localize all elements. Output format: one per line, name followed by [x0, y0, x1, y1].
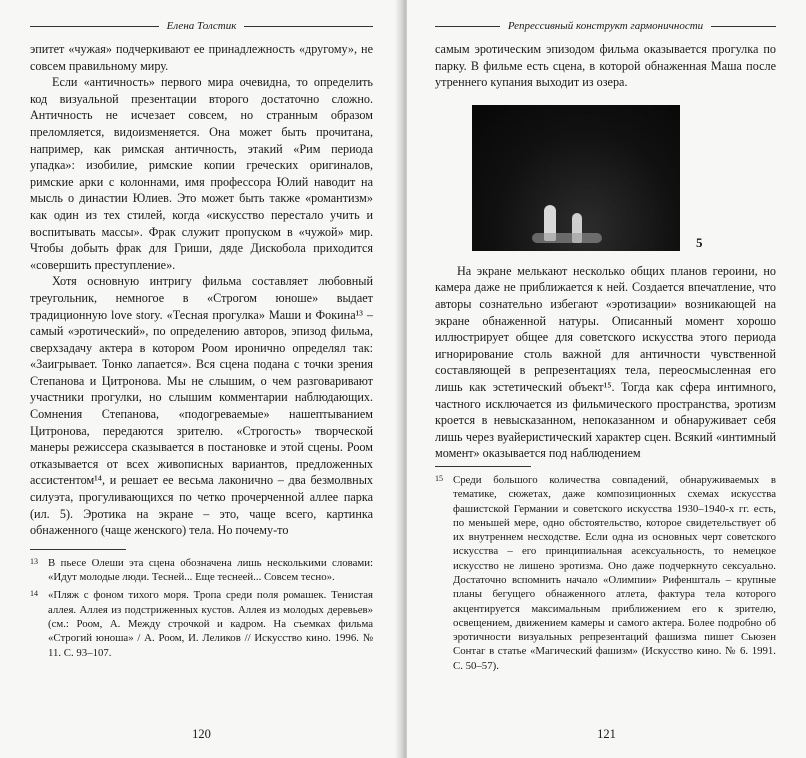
figure-label: 5: [696, 234, 703, 250]
running-head-rule: [30, 26, 159, 27]
running-head-rule: [244, 26, 373, 27]
right-body-text-bottom: [435, 263, 776, 462]
footnote-text: В пьесе Олеши эта сцена обозначена лишь несколькими словами: «Идут молодые люди. Тесней... Еще теснеей... Совсем тесно».: [48, 556, 373, 584]
footnote-number: 13: [30, 556, 38, 566]
film-still-photo: [472, 105, 680, 251]
paragraph: самым эротическим эпизодом фильма оказывается прогулка по парку. В фильме есть сцена, в которой обнаженная Маша после утреннего купания выходит из озера.: [435, 42, 776, 90]
right-footnotes: [435, 473, 776, 673]
page-number: 121: [597, 727, 616, 741]
right-body-text-top: [435, 41, 776, 91]
running-head-title: Репрессивный конструкт гармоничности: [507, 20, 704, 32]
footnote-number: 15: [435, 473, 443, 483]
film-still-figure: [472, 105, 776, 251]
left-running-head: [30, 20, 373, 32]
running-head-rule: [711, 26, 776, 27]
footnote: [435, 473, 776, 673]
footnote-divider: [435, 466, 531, 467]
page-number: 120: [192, 727, 211, 741]
running-head-title: Елена Толстик: [166, 20, 237, 32]
running-head-rule: [435, 26, 500, 27]
paragraph: эпитет «чужая» подчеркивают ее принадлежность «другому», не совсем правильному миру.: [30, 42, 373, 73]
footnote-number: 14: [30, 589, 38, 599]
left-page: [0, 0, 401, 758]
footnote: [30, 588, 373, 659]
footnote-text: Среди большого количества совпадений, обнаруживаемых в тематике, сюжетах, даже композиционных схемах искусства фашистской Германии и советского искусства 1930–1940-х гг. есть, по меньшей мере, одно обстоятельство, которое свидетельствует об их внутреннем несходстве. Если одна из основных черт советского искусства – его принципиальная асексуальность, то немецкое искусство не лишено эротизма. Оно даже подчеркнуто сексуально. Достаточно вспомнить начало «Олимпии» Рифеншталь – крупные планы бегущего обнаженного атлета, фактура тела которого акцентируется максимальным приближением его к зрителю, освещением, движением камеры и самого актера. Более подробно об эротичности визуальных репрезентаций фашизма пишет Сьюзен Сонтаг в статье «Магический фашизм» (Искусство кино. № 6. 1991. С. 50–57).: [453, 473, 776, 672]
footnote-text: «Пляж с фоном тихого моря. Тропа среди поля ромашек. Тенистая аллея. Аллея из подстриженных кустов. Аллея из молодых деревьев» (см.: Роом, А. Между строчкой и кадром. На съемках фильма «Строгий юноша» / А. Роом, И. Леликов // Искусство кино. 1996. № 11. С. 93–107.: [48, 589, 373, 659]
paragraph: Если «античность» первого мира очевидна, то определить код визуальной презентации второго достаточно сложно. Античность не исчезает совсем, но странным образом преломляется, видоизменяется. Она может быть прочитана, например, как римская античность, этакий «Рим периода упадка»: изобилие, римские копии греческих оригиналов, римские арки с колоннами, имя профессора Юлий наводит на мысль о династии Юлиев. Это может быть также «романтизм» как один из тех стилей, когда «искусство перестало учить и воспитывать массы». Фрак служит пропуском в «чужой» мир. Чтобы добыть фрак для Гриши, дяде Дискобола приходится «совершить преступление».: [30, 75, 373, 272]
paragraph: На экране мелькают несколько общих планов героини, но камера даже не приближается к ней. Создается впечатление, что авторы сознательно избегают «эротизации» возникающей на экране обнаженной натуры. Описанный момент хорошо иллюстрирует общее для советского искусства этого периода игнорирование столь важной для античности чувственной составляющей в репрезентациях тела, переосмысленная его лишь как эстетический объект¹⁵. Тогда как сфера интимного, частного исключается из фильмического пространства, эротизм кроется в невысказанном, непоказанном и обнаруживает себя лишь через вуайеристический характер сцен. Всякий «интимный момент» оказывается под наблюдением: [435, 263, 776, 461]
footnote: [30, 556, 373, 585]
left-footnotes: [30, 556, 373, 660]
right-page: [407, 0, 806, 758]
right-running-head: [435, 20, 776, 32]
left-body-text: [30, 41, 373, 539]
paragraph: Хотя основную интригу фильма составляет любовный треугольник, немногое в «Строгом юноше» выдает традиционную love story. «Тесная прогулка» Маши и Фокина¹³ – самый «эротический», по определению авторов, эпизод фильма, сверхзадачу актера в котором Роом иронично определял так: «Заигрывает. Тонко лапается». Вся сцена подана с точки зрения Степанова и Цитронова. Мы не слышим, о чем разговаривают участники прогулки, но слышим комментарии наблюдающих. Сомнения Степанова, «подогреваемые» нашептыванием Цитронова, передаются зрителю. «Строгость» творческой манеры режиссера сказывается в постановке и этой сцены. Роом отказывается от всех живописных вариантов, предложенных ассистентом¹⁴, и решает ее весьма лаконично – два безмолвных силуэта, прогуливающихся по четко прочерченной аллее парка (ил. 5). Эротика на экране – это, чаще всего, картинка обнаженного (чаще женского) тела. Но почему-то: [30, 274, 373, 538]
footnote-divider: [30, 549, 126, 550]
